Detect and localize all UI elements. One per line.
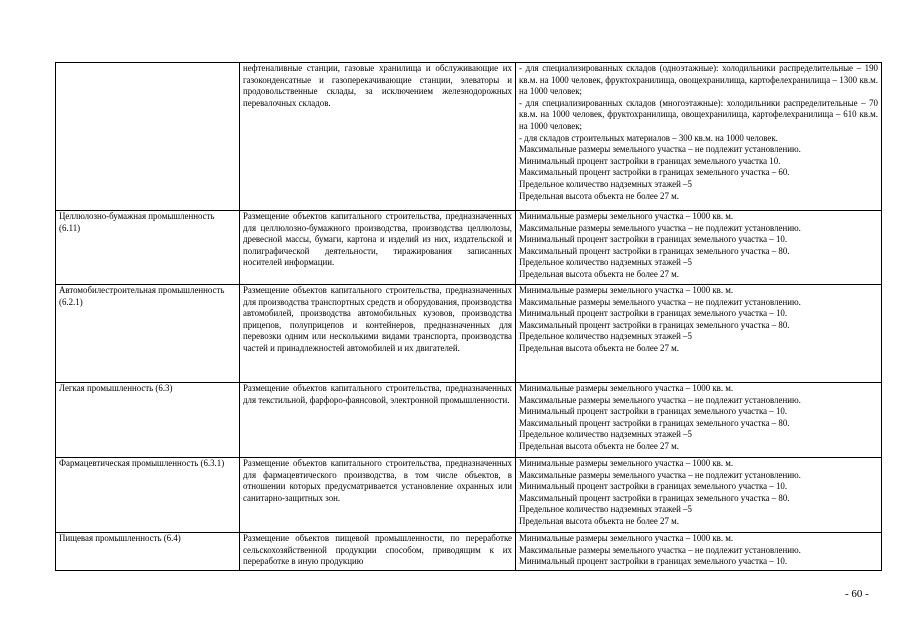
parameter-line: Предельная высота объекта не более 27 м. (519, 342, 679, 353)
parameter-line: Максимальные размеры земельного участка – не подлежит установлению. (519, 544, 801, 555)
land-use-description-cell: нефтеналивные станции, газовые хранилища и обслуживающие их газоконденсатные и газоперекачивающие станции, элеваторы и продовольственные склады, за исключением железнодорожных перевалочных складов. (240, 63, 516, 211)
table-row (56, 63, 882, 211)
parameter-line: Предельное количество надземных этажей –5 (519, 178, 692, 189)
parameter-line: Минимальный процент застройки в границах земельного участка – 10. (519, 481, 788, 492)
land-use-type-cell (56, 63, 240, 211)
land-use-type-cell: Целлюлозно-бумажная промышленность (6.11) (56, 211, 240, 285)
parameter-line: Минимальный процент застройки в границах земельного участка – 10. (519, 234, 788, 245)
parameter-line: Максимальный процент застройки в границах земельного участка – 80. (519, 492, 790, 503)
table-row (56, 533, 882, 571)
parameters-cell (516, 63, 882, 211)
parameter-line: Минимальный процент застройки в границах земельного участка – 10. (519, 406, 788, 417)
parameter-line: Минимальные размеры земельного участка – 1000 кв. м. (519, 533, 734, 543)
parameter-line: Предельное количество надземных этажей –5 (519, 504, 692, 515)
parameter-line: Максимальные размеры земельного участка – не подлежит установлению. (519, 222, 801, 233)
parameters-cell (516, 383, 882, 458)
parameters-cell (516, 458, 882, 533)
parameter-line: Предельная высота объекта не более 27 м. (519, 515, 679, 526)
parameter-line: Минимальные размеры земельного участка – 1000 кв. м. (519, 383, 734, 393)
land-use-description-cell: Размещение объектов пищевой промышленности, по переработке сельскохозяйственной продукции способом, приводящим к их переработке в иную продукцию (240, 533, 516, 571)
parameter-line: Максимальные размеры земельного участка – не подлежит установлению. (519, 144, 801, 155)
zoning-table (55, 62, 882, 571)
parameter-line: Максимальный процент застройки в границах земельного участка – 80. (519, 245, 790, 256)
page-number: - 60 - (845, 588, 869, 600)
parameter-line: Минимальный процент застройки в границах земельного участка – 10. (519, 308, 788, 319)
parameter-line: Предельное количество надземных этажей –5 (519, 429, 692, 440)
parameter-line: Максимальный процент застройки в границах земельного участка – 60. (519, 167, 790, 178)
parameter-line: Минимальные размеры земельного участка – 1000 кв. м. (519, 458, 734, 468)
parameter-line: Минимальный процент застройки в границах земельного участка 10. (519, 155, 781, 166)
parameter-line: Максимальные размеры земельного участка – не подлежит установлению. (519, 394, 801, 405)
parameters-cell (516, 285, 882, 383)
land-use-type-cell: Пищевая промышленность (6.4) (56, 533, 240, 571)
parameter-line: Предельная высота объекта не более 27 м. (519, 440, 679, 451)
land-use-description-cell: Размещение объектов капитального строительства, предназначенных для целлюлозно-бумажного производства, производства целлюлозы, древесной массы, бумаги, картона и изделий из них, издательской и полиграфической деятельности, тиражирования записанных носителей информации. (240, 211, 516, 285)
table-row (56, 285, 882, 383)
table-row (56, 383, 882, 458)
parameter-line: - для специализированных складов (одноэтажные): холодильники распределительные – 190 кв.м. на 1000 человек, фруктохранилища, овощехранилища, картофелехранилища – 1300 кв.м. на 1000 человек; (519, 63, 878, 97)
land-use-type-cell: Автомобилестроительная промышленность (6.2.1) (56, 285, 240, 383)
parameter-line: - для специализированных складов (многоэтажные): холодильники распределительные – 70 кв.м. на 1000 человек, фруктохранилища, овощехранилища, картофелехранилища – 610 кв.м. на 1000 человек; (519, 97, 878, 131)
parameters-cell (516, 533, 882, 571)
parameters-cell (516, 211, 882, 285)
parameter-line: Предельное количество надземных этажей –5 (519, 331, 692, 342)
parameter-line: Предельная высота объекта не более 27 м. (519, 190, 679, 201)
parameter-line: Максимальные размеры земельного участка – не подлежит установлению. (519, 469, 801, 480)
parameter-line: - для складов строительных материалов – 300 кв.м. на 1000 человек. (519, 132, 778, 143)
parameter-line: Минимальный процент застройки в границах земельного участка – 10. (519, 556, 788, 567)
land-use-description-cell: Размещение объектов капитального строительства, предназначенных для текстильной, фарфоро-фаянсовой, электронной промышленности. (240, 383, 516, 458)
land-use-type-cell: Фармацевтическая промышленность (6.3.1) (56, 458, 240, 533)
parameter-line: Максимальный процент застройки в границах земельного участка – 80. (519, 319, 790, 330)
parameter-line: Максимальные размеры земельного участка – не подлежит установлению. (519, 296, 801, 307)
parameter-line: Предельная высота объекта не более 27 м. (519, 268, 679, 279)
table-row (56, 458, 882, 533)
parameter-line: Предельное количество надземных этажей –5 (519, 257, 692, 268)
parameter-line: Минимальные размеры земельного участка – 1000 кв. м. (519, 285, 734, 295)
land-use-type-cell: Легкая промышленность (6.3) (56, 383, 240, 458)
parameter-line: Минимальные размеры земельного участка – 1000 кв. м. (519, 211, 734, 221)
land-use-description-cell: Размещение объектов капитального строительства, предназначенных для фармацевтического производства, в том числе объектов, в отношении которых предусматривается установление охранных или санитарно-защитных зон. (240, 458, 516, 533)
land-use-description-cell: Размещение объектов капитального строительства, предназначенных для производства транспортных средств и оборудования, производства автомобилей, производства автомобильных кузовов, производства прицепов, полуприцепов и контейнеров, предназначенных для перевозки одним или несколькими видами транспорта, производства частей и принадлежностей автомобилей и их двигателей. (240, 285, 516, 383)
parameter-line: Максимальный процент застройки в границах земельного участка – 80. (519, 417, 790, 428)
table-row (56, 211, 882, 285)
